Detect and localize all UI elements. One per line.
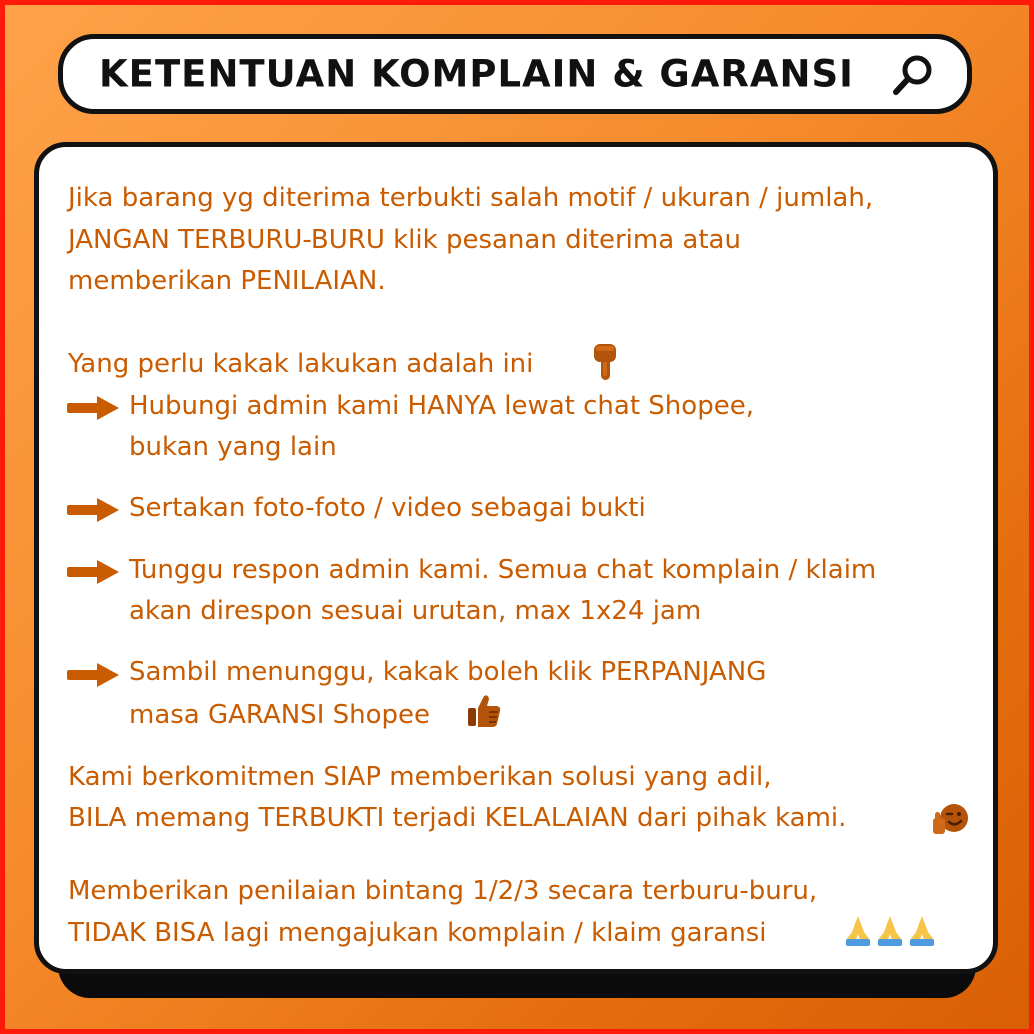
- winking-face-thumbs-up-icon: [932, 802, 970, 836]
- commitment-line-1: Kami berkomitmen SIAP memberikan solusi yang adil,: [68, 762, 772, 792]
- intro-line-3: memberikan PENILAIAN.: [68, 266, 386, 296]
- commitment-line-2: BILA memang TERBUKTI terjadi KELALAIAN dari pihak kami.: [68, 803, 847, 833]
- warning-line-2: TIDAK BISA lagi mengajukan komplain / klaim garansi: [68, 918, 767, 948]
- right-arrow-icon: [67, 498, 119, 522]
- step-1-line-2: bukan yang lain: [129, 432, 337, 462]
- page-title: KETENTUAN KOMPLAIN & GARANSI: [99, 52, 854, 96]
- steps-heading: Yang perlu kakak lakukan adalah ini: [68, 349, 534, 379]
- search-icon: [889, 51, 937, 99]
- right-arrow-icon: [67, 396, 119, 420]
- right-arrow-icon: [67, 560, 119, 584]
- intro-line-2: JANGAN TERBURU-BURU klik pesanan diterima atau: [68, 225, 741, 255]
- intro-line-1: Jika barang yg diterima terbukti salah motif / ukuran / jumlah,: [68, 183, 874, 213]
- praying-hands-icon: [842, 914, 938, 948]
- step-1-line-1: Hubungi admin kami HANYA lewat chat Shopee,: [129, 391, 754, 421]
- thumbs-up-icon: [465, 692, 503, 730]
- right-arrow-icon: [67, 663, 119, 687]
- warning-line-1: Memberikan penilaian bintang 1/2/3 secara terburu-buru,: [68, 876, 818, 906]
- step-3-line-1: Tunggu respon admin kami. Semua chat komplain / klaim: [129, 555, 877, 585]
- step-3-line-2: akan direspon sesuai urutan, max 1x24 jam: [129, 596, 702, 626]
- title-banner: [58, 34, 972, 114]
- step-4-line-2: masa GARANSI Shopee: [129, 700, 431, 730]
- step-2-line-1: Sertakan foto-foto / video sebagai bukti: [129, 493, 646, 523]
- step-4-line-1: Sambil menunggu, kakak boleh klik PERPANJANG: [129, 657, 767, 687]
- pointing-down-hand-icon: [588, 340, 622, 384]
